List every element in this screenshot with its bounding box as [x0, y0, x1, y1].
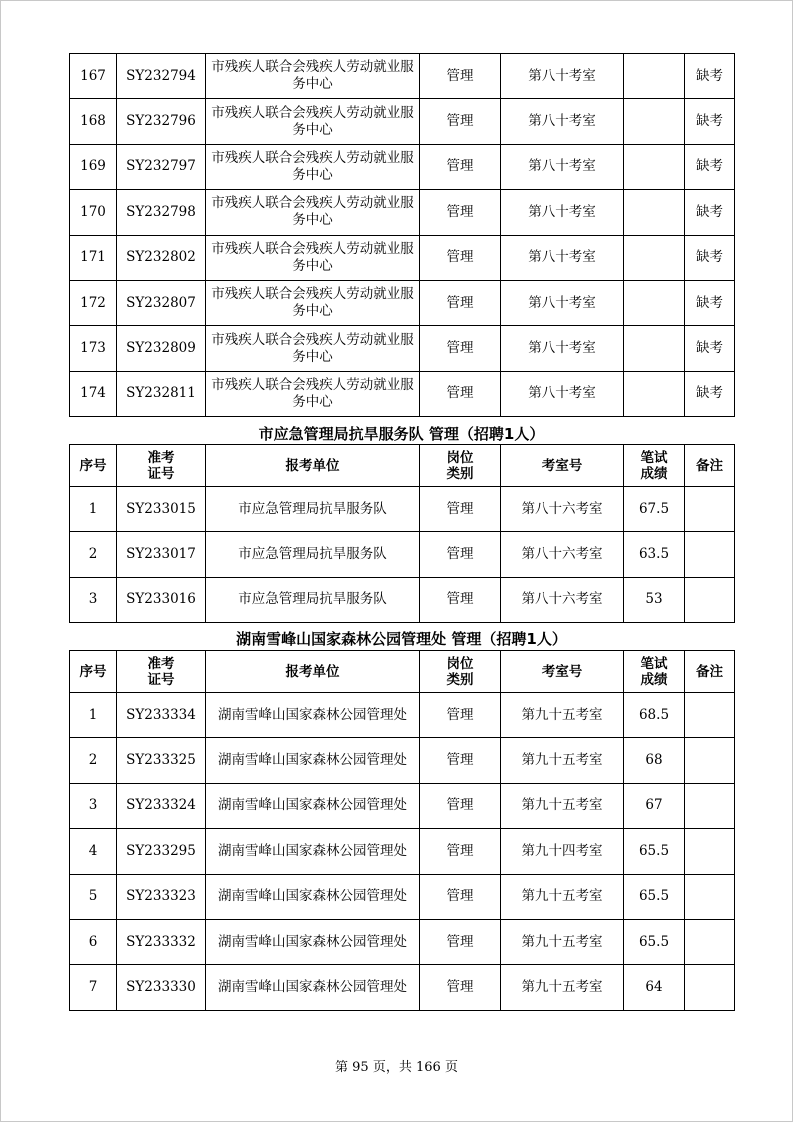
unit-text: 市残疾人联合会残疾人劳动就业服务中心: [211, 286, 414, 320]
cell-category: 管理: [420, 487, 501, 532]
cell-room: 第八十考室: [501, 144, 624, 189]
cell-room: 第九十五考室: [501, 919, 624, 964]
cell-unit: [206, 965, 420, 1010]
cell-category: 管理: [420, 144, 501, 189]
cell-exam-id: SY232798: [117, 190, 206, 235]
cell-seq: 3: [70, 577, 117, 622]
table-row: [70, 965, 735, 1010]
table-row: [70, 235, 735, 280]
table-row: [70, 738, 735, 783]
cell-category: 管理: [420, 919, 501, 964]
cell-seq: 7: [70, 965, 117, 1010]
cell-unit: [206, 54, 420, 99]
header-seq: 序号: [70, 651, 117, 693]
cell-room: 第八十考室: [501, 99, 624, 144]
table-row: [70, 874, 735, 919]
cell-category: 管理: [420, 235, 501, 280]
cell-seq: 169: [70, 144, 117, 189]
cell-seq: 171: [70, 235, 117, 280]
cell-category: 管理: [420, 783, 501, 828]
header-category-line1: 岗位: [446, 655, 474, 672]
table-row: [70, 371, 735, 416]
cell-score: 65.5: [624, 919, 685, 964]
cell-room: 第八十六考室: [501, 532, 624, 577]
unit-text: 市残疾人联合会残疾人劳动就业服务中心: [211, 149, 414, 183]
results-table-forest-park: [69, 650, 735, 1011]
cell-unit: [206, 577, 420, 622]
header-note: 备注: [685, 651, 735, 693]
header-score: [624, 445, 685, 487]
cell-seq: 3: [70, 783, 117, 828]
cell-note: [685, 577, 735, 622]
cell-category: 管理: [420, 532, 501, 577]
cell-seq: 170: [70, 190, 117, 235]
cell-exam-id: SY233016: [117, 577, 206, 622]
cell-seq: 4: [70, 829, 117, 874]
cell-room: 第八十考室: [501, 326, 624, 371]
cell-seq: 174: [70, 371, 117, 416]
cell-category: 管理: [420, 371, 501, 416]
unit-text: 市残疾人联合会残疾人劳动就业服务中心: [211, 331, 414, 365]
section-title-emergency: 市应急管理局抗旱服务队 管理（招聘1人）: [258, 425, 545, 443]
footer-middle: 页，共: [372, 1060, 412, 1075]
cell-room: 第九十五考室: [501, 693, 624, 738]
cell-exam-id: SY232811: [117, 371, 206, 416]
cell-exam-id: SY232794: [117, 54, 206, 99]
cell-score: 65.5: [624, 874, 685, 919]
table-row: [70, 190, 735, 235]
footer-page-number: 95: [352, 1060, 369, 1075]
header-category-line2: 类别: [446, 465, 474, 482]
cell-exam-id: SY233334: [117, 693, 206, 738]
cell-note: [685, 738, 735, 783]
unit-text: 市应急管理局抗旱服务队: [238, 500, 387, 517]
table-row: [70, 144, 735, 189]
header-score-line1: 笔试: [640, 655, 668, 672]
cell-note: [685, 532, 735, 577]
header-category-line1: 岗位: [446, 449, 474, 466]
cell-seq: 2: [70, 738, 117, 783]
cell-room: 第八十六考室: [501, 577, 624, 622]
table-row: [70, 577, 735, 622]
cell-room: 第八十考室: [501, 54, 624, 99]
cell-note: 缺考: [685, 235, 735, 280]
header-exam-id-line2: 证号: [147, 671, 175, 688]
unit-text: 市残疾人联合会残疾人劳动就业服务中心: [211, 240, 414, 274]
cell-unit: [206, 280, 420, 325]
unit-text: 湖南雪峰山国家森林公园管理处: [218, 797, 407, 814]
cell-room: 第九十五考室: [501, 783, 624, 828]
cell-seq: 173: [70, 326, 117, 371]
cell-unit: [206, 874, 420, 919]
cell-exam-id: SY233325: [117, 738, 206, 783]
cell-note: 缺考: [685, 99, 735, 144]
cell-exam-id: SY233295: [117, 829, 206, 874]
cell-unit: [206, 738, 420, 783]
cell-unit: [206, 487, 420, 532]
cell-score: [624, 99, 685, 144]
cell-score: 65.5: [624, 829, 685, 874]
cell-score: [624, 326, 685, 371]
cell-exam-id: SY232796: [117, 99, 206, 144]
header-exam-id: [117, 651, 206, 693]
cell-seq: 1: [70, 693, 117, 738]
cell-seq: 167: [70, 54, 117, 99]
cell-category: 管理: [420, 829, 501, 874]
table-row: [70, 532, 735, 577]
cell-seq: 6: [70, 919, 117, 964]
cell-exam-id: SY233324: [117, 783, 206, 828]
table-row: [70, 919, 735, 964]
cell-score: 68.5: [624, 693, 685, 738]
cell-score: 64: [624, 965, 685, 1010]
cell-category: 管理: [420, 874, 501, 919]
header-score: [624, 651, 685, 693]
header-unit: 报考单位: [206, 445, 420, 487]
header-note: 备注: [685, 445, 735, 487]
section-title-forest-park: 湖南雪峰山国家森林公园管理处 管理（招聘1人）: [236, 630, 567, 648]
cell-note: 缺考: [685, 54, 735, 99]
cell-note: [685, 487, 735, 532]
table-header-row: [70, 445, 735, 487]
cell-category: 管理: [420, 577, 501, 622]
cell-score: 53: [624, 577, 685, 622]
cell-unit: [206, 99, 420, 144]
cell-room: 第八十六考室: [501, 487, 624, 532]
cell-category: 管理: [420, 326, 501, 371]
cell-seq: 2: [70, 532, 117, 577]
header-exam-id-line1: 准考: [147, 449, 175, 466]
cell-exam-id: SY233323: [117, 874, 206, 919]
cell-note: [685, 965, 735, 1010]
table-row: [70, 54, 735, 99]
unit-text: 市残疾人联合会残疾人劳动就业服务中心: [211, 195, 414, 229]
header-exam-id-line1: 准考: [147, 655, 175, 672]
table-row: [70, 99, 735, 144]
cell-room: 第八十考室: [501, 190, 624, 235]
cell-note: 缺考: [685, 144, 735, 189]
cell-room: 第九十五考室: [501, 965, 624, 1010]
header-category: [420, 445, 501, 487]
cell-note: [685, 693, 735, 738]
header-score-line2: 成绩: [640, 465, 668, 482]
header-score-line1: 笔试: [640, 449, 668, 466]
unit-text: 湖南雪峰山国家森林公园管理处: [218, 842, 407, 859]
header-room: 考室号: [501, 651, 624, 693]
cell-unit: [206, 919, 420, 964]
cell-score: [624, 54, 685, 99]
cell-score: [624, 371, 685, 416]
unit-text: 市残疾人联合会残疾人劳动就业服务中心: [211, 104, 414, 138]
cell-room: 第八十考室: [501, 235, 624, 280]
cell-seq: 168: [70, 99, 117, 144]
footer-total-pages: 166: [416, 1060, 441, 1075]
footer-prefix: 第: [335, 1060, 349, 1075]
cell-category: 管理: [420, 738, 501, 783]
cell-note: [685, 874, 735, 919]
page-footer: [0, 1056, 793, 1075]
cell-exam-id: SY233017: [117, 532, 206, 577]
table-row: [70, 829, 735, 874]
cell-note: 缺考: [685, 371, 735, 416]
cell-exam-id: SY233332: [117, 919, 206, 964]
cell-unit: [206, 190, 420, 235]
header-category: [420, 651, 501, 693]
cell-category: 管理: [420, 190, 501, 235]
unit-text: 市残疾人联合会残疾人劳动就业服务中心: [211, 376, 414, 410]
table-row: [70, 693, 735, 738]
cell-seq: 1: [70, 487, 117, 532]
cell-exam-id: SY233015: [117, 487, 206, 532]
cell-room: 第九十五考室: [501, 874, 624, 919]
cell-category: 管理: [420, 280, 501, 325]
cell-category: 管理: [420, 54, 501, 99]
cell-score: 68: [624, 738, 685, 783]
unit-text: 湖南雪峰山国家森林公园管理处: [218, 933, 407, 950]
unit-text: 湖南雪峰山国家森林公园管理处: [218, 706, 407, 723]
cell-unit: [206, 532, 420, 577]
table-row: [70, 783, 735, 828]
table-header-row: [70, 651, 735, 693]
cell-room: 第八十考室: [501, 371, 624, 416]
cell-score: [624, 144, 685, 189]
cell-score: [624, 280, 685, 325]
cell-category: 管理: [420, 99, 501, 144]
cell-note: [685, 783, 735, 828]
cell-category: 管理: [420, 693, 501, 738]
cell-score: 67.5: [624, 487, 685, 532]
cell-note: 缺考: [685, 190, 735, 235]
cell-unit: [206, 829, 420, 874]
unit-text: 市残疾人联合会残疾人劳动就业服务中心: [211, 59, 414, 93]
unit-text: 湖南雪峰山国家森林公园管理处: [218, 979, 407, 996]
cell-unit: [206, 326, 420, 371]
cell-unit: [206, 693, 420, 738]
cell-room: 第九十五考室: [501, 738, 624, 783]
cell-unit: [206, 235, 420, 280]
unit-text: 市应急管理局抗旱服务队: [238, 591, 387, 608]
results-table-emergency: [69, 444, 735, 623]
cell-unit: [206, 783, 420, 828]
cell-seq: 5: [70, 874, 117, 919]
header-room: 考室号: [501, 445, 624, 487]
cell-score: [624, 190, 685, 235]
cell-note: 缺考: [685, 280, 735, 325]
header-exam-id-line2: 证号: [147, 465, 175, 482]
header-score-line2: 成绩: [640, 671, 668, 688]
cell-exam-id: SY233330: [117, 965, 206, 1010]
header-seq: 序号: [70, 445, 117, 487]
results-table-disabled-federation: [69, 53, 735, 417]
cell-score: [624, 235, 685, 280]
header-unit: 报考单位: [206, 651, 420, 693]
cell-room: 第八十考室: [501, 280, 624, 325]
cell-score: 63.5: [624, 532, 685, 577]
cell-exam-id: SY232809: [117, 326, 206, 371]
header-exam-id: [117, 445, 206, 487]
cell-score: 67: [624, 783, 685, 828]
header-category-line2: 类别: [446, 671, 474, 688]
cell-exam-id: SY232797: [117, 144, 206, 189]
cell-note: [685, 919, 735, 964]
table-row: [70, 280, 735, 325]
table-row: [70, 326, 735, 371]
cell-seq: 172: [70, 280, 117, 325]
cell-room: 第九十四考室: [501, 829, 624, 874]
cell-exam-id: SY232807: [117, 280, 206, 325]
cell-unit: [206, 371, 420, 416]
footer-suffix: 页: [444, 1060, 458, 1075]
unit-text: 市应急管理局抗旱服务队: [238, 546, 387, 563]
cell-note: [685, 829, 735, 874]
cell-unit: [206, 144, 420, 189]
unit-text: 湖南雪峰山国家森林公园管理处: [218, 888, 407, 905]
cell-exam-id: SY232802: [117, 235, 206, 280]
cell-category: 管理: [420, 965, 501, 1010]
cell-note: 缺考: [685, 326, 735, 371]
table-row: [70, 487, 735, 532]
unit-text: 湖南雪峰山国家森林公园管理处: [218, 752, 407, 769]
